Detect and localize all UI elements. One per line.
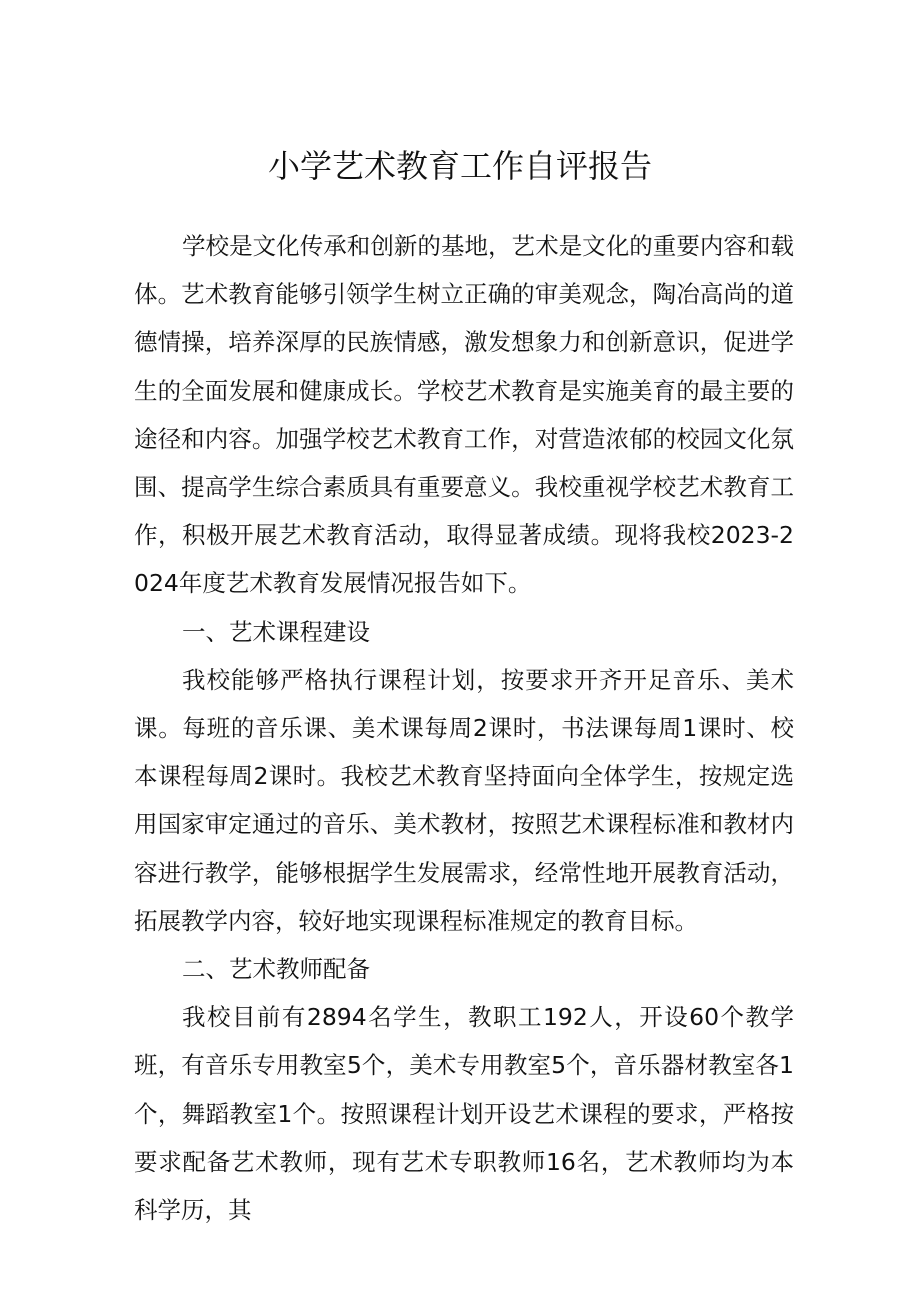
- intro-paragraph: 学校是文化传承和创新的基地，艺术是文化的重要内容和载体。艺术教育能够引领学生树立正确的审美观念，陶冶高尚的道德情操，培养深厚的民族情感，激发想象力和创新意识，促进学生的全面发展和健康成长。学校艺术教育是实施美育的最主要的途径和内容。加强学校艺术教育工作，对营造浓郁的校园文化氛围、提高学生综合素质具有重要意义。我校重视学校艺术教育工作，积极开展艺术教育活动，取得显著成绩。现将我校2023-2024年度艺术教育发展情况报告如下。: [134, 232, 794, 598]
- document-title: 小学艺术教育工作自评报告: [267, 147, 652, 185]
- teachers-paragraph: 我校目前有2894名学生，教职工192人，开设60个教学班，有音乐专用教室5个，美术专用教室5个，音乐器材教室各1个，舞蹈教室1个。按照课程计划开设艺术课程的要求，严格按要求配备艺术教师，现有艺术专职教师16名，艺术教师均为本科学历，其: [134, 1003, 794, 1225]
- section-heading-teachers: 二、艺术教师配备: [182, 955, 370, 984]
- curriculum-paragraph: 我校能够严格执行课程计划，按要求开齐开足音乐、美术课。每班的音乐课、美术课每周2课时，书法课每周1课时、校本课程每周2课时。我校艺术教育坚持面向全体学生，按规定选用国家审定通过的音乐、美术教材，按照艺术课程标准和教材内容进行教学，能够根据学生发展需求，经常性地开展教育活动，拓展教学内容，较好地实现课程标准规定的教育目标。: [134, 665, 794, 935]
- document-body: [134, 222, 794, 1234]
- section-heading-curriculum: 一、艺术课程建设: [182, 617, 370, 646]
